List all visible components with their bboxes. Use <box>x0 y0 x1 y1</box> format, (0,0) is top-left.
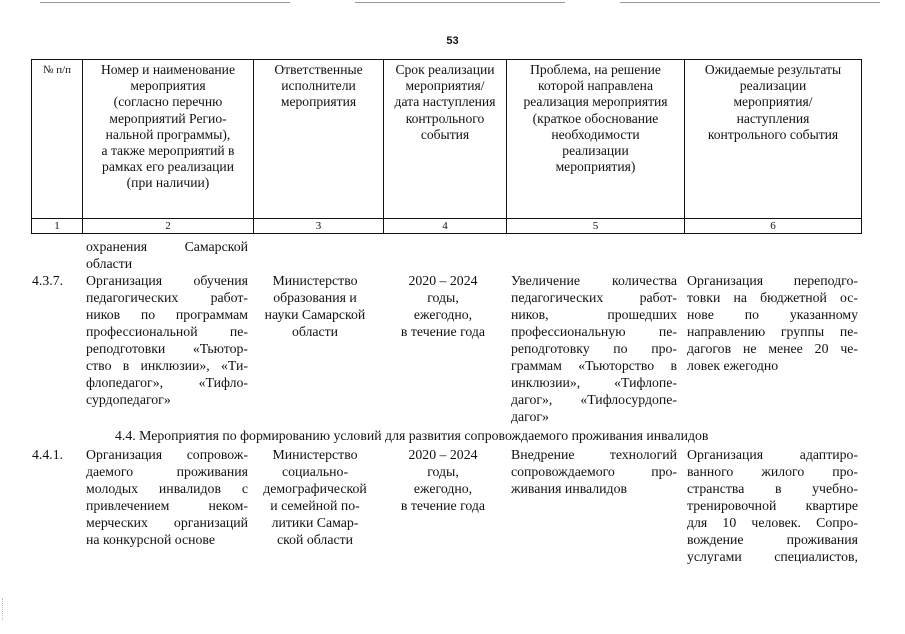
header-col-results: Ожидаемые результаты реализации мероприятия/ наступления контрольного события <box>685 60 862 219</box>
continuation-text: области <box>86 256 133 271</box>
header-col-executors: Ответственные исполнители мероприятия <box>254 60 384 219</box>
scan-edge-line <box>620 2 880 3</box>
page-number: 53 <box>446 35 459 47</box>
row-activity-name: Организация обучения педагогических работ- ников по программам профессиональной пе- реподготовки «Тьютор- ство в инклюзии», «Ти- флопедагог», «Тифло- <box>86 273 248 390</box>
row-problem: живания инвалидов <box>511 481 627 496</box>
column-number: 4 <box>384 219 507 234</box>
row-activity-name: Организация сопровож- даемого проживания молодых инвалидов с привлечением неком- мерческих организаций <box>86 447 248 530</box>
row-result: ловек ежегодно <box>687 358 779 373</box>
row-result: Организация переподго- товки на бюджетной ос- нове по указанному направлению группы пе- дагогов не менее 20 че- <box>687 273 858 356</box>
header-col-term: Срок реализации мероприятия/ дата наступления контрольного события <box>384 60 507 219</box>
column-number: 6 <box>685 219 862 234</box>
row-problem: дагог» <box>511 409 549 424</box>
row-result: Организация адаптиро- ванного жилого про- странства в учебно- тренировочной квартире для 10 человек. Сопро- вождение проживания услугами специалистов, <box>687 447 858 564</box>
column-number: 1 <box>32 219 83 234</box>
column-number: 3 <box>254 219 384 234</box>
section-heading: 4.4. Мероприятия по формированию условий для развития сопровождаемого проживания инвалидов <box>115 428 709 443</box>
row-activity-name: сурдопедагог» <box>86 392 171 407</box>
row-term: 2020 – 2024 годы, ежегодно, в течение года <box>400 447 486 513</box>
row-number: 4.3.7. <box>32 273 64 288</box>
column-number: 5 <box>507 219 685 234</box>
row-executors: Министерство социально- демографической и семейной по- литики Самар- ской области <box>263 447 367 547</box>
row-executors: Министерство образования и науки Самарской области <box>264 273 366 339</box>
table-header <box>31 59 862 234</box>
header-col-problem: Проблема, на решение которой направлена реализация мероприятия (краткое обоснование необходимости реализации мероприятия) <box>507 60 685 219</box>
scan-edge-mark <box>2 598 5 620</box>
scan-edge-line <box>355 2 565 3</box>
row-number: 4.4.1. <box>32 447 64 462</box>
column-number: 2 <box>83 219 254 234</box>
row-problem: Внедрение технологий сопровождаемого про- <box>511 447 677 479</box>
header-col-number: № п/п <box>32 60 83 219</box>
column-number-row <box>32 219 862 234</box>
scan-edge-line <box>40 2 290 3</box>
continuation-text: охранения Самарской <box>86 239 248 254</box>
row-problem: Увеличение количества педагогических работ- ников, прошедших профессиональную пе- реподготовку по про- граммам «Тьюторство в инклюзии», «Тифлопе- дагог», «Тифлосурдопе- <box>511 273 677 407</box>
row-term: 2020 – 2024 годы, ежегодно, в течение года <box>400 273 486 339</box>
row-activity-name: на конкурсной основе <box>86 532 215 547</box>
header-col-name: Номер и наименование мероприятия (согласно перечню мероприятий Регио- нальной программы), а также мероприятий в рамках его реализации (при наличии) <box>83 60 254 219</box>
